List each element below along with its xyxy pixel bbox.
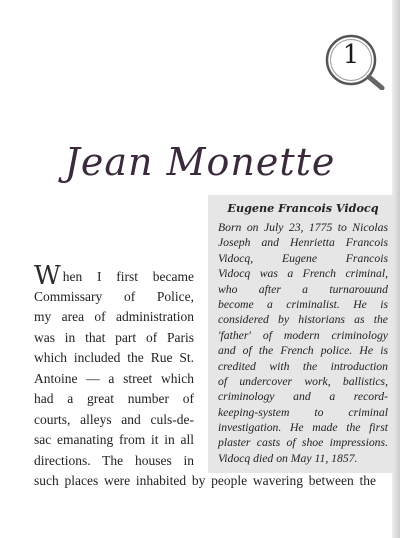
- body-text: [34, 261, 376, 492]
- sidebar-line: Vidocq died on May 11, 1857.: [218, 451, 358, 465]
- body-first-line: hen I first became: [62, 269, 194, 284]
- body-line: [34, 261, 194, 291]
- body-line: sac emanating from it in all: [34, 432, 194, 447]
- sidebar-line: Vidocq was a French criminal,: [218, 267, 388, 281]
- sidebar-line: Born on July 23, 1775 to Nicolas: [218, 221, 388, 234]
- body-line: had a great number of: [34, 391, 194, 406]
- sidebar-line: of undercover work, ballistics,: [218, 374, 388, 388]
- sidebar-line: considered by historians as the: [218, 313, 388, 327]
- sidebar-line: who after a turnarouund: [218, 282, 388, 296]
- body-line: my area of administration: [34, 309, 194, 324]
- sidebar-line: and of the French police. He is: [218, 344, 388, 358]
- body-line: such places were inhabited by people wavering between the: [34, 473, 376, 488]
- body-line: courts, alleys and culs-de-: [34, 411, 194, 427]
- body-line: was in that part of Paris: [34, 329, 194, 345]
- sidebar-line: criminology and a record-: [218, 390, 388, 404]
- body-line: which included the Rue St.: [34, 350, 194, 365]
- sidebar-line: investigation. He made the first: [218, 421, 388, 435]
- body-line: Antoine — a street which: [34, 370, 194, 386]
- drop-cap: W: [34, 261, 61, 291]
- sidebar-line: become a criminalist. He is: [218, 297, 388, 311]
- body-line: directions. The houses in: [34, 452, 194, 468]
- sidebar-line: 'father' of modern criminology: [218, 328, 388, 342]
- body-line: Commissary of Police,: [34, 288, 194, 304]
- sidebar-line: credited with the introduction: [218, 359, 388, 373]
- sidebar-line: Vidocq, Eugene Francois: [218, 251, 388, 265]
- sidebar-line: keeping-system to criminal: [218, 405, 388, 419]
- body-lines: [34, 287, 376, 492]
- chapter-number: 1: [342, 40, 360, 70]
- chapter-badge: [322, 32, 386, 90]
- sidebar-line: plaster casts of shoe impressions.: [218, 436, 388, 450]
- sidebar-heading: Eugene Francois Vidocq: [227, 201, 379, 215]
- chapter-title: Jean Monette: [64, 140, 336, 184]
- sidebar-line: Joseph and Henrietta Francois: [218, 236, 388, 250]
